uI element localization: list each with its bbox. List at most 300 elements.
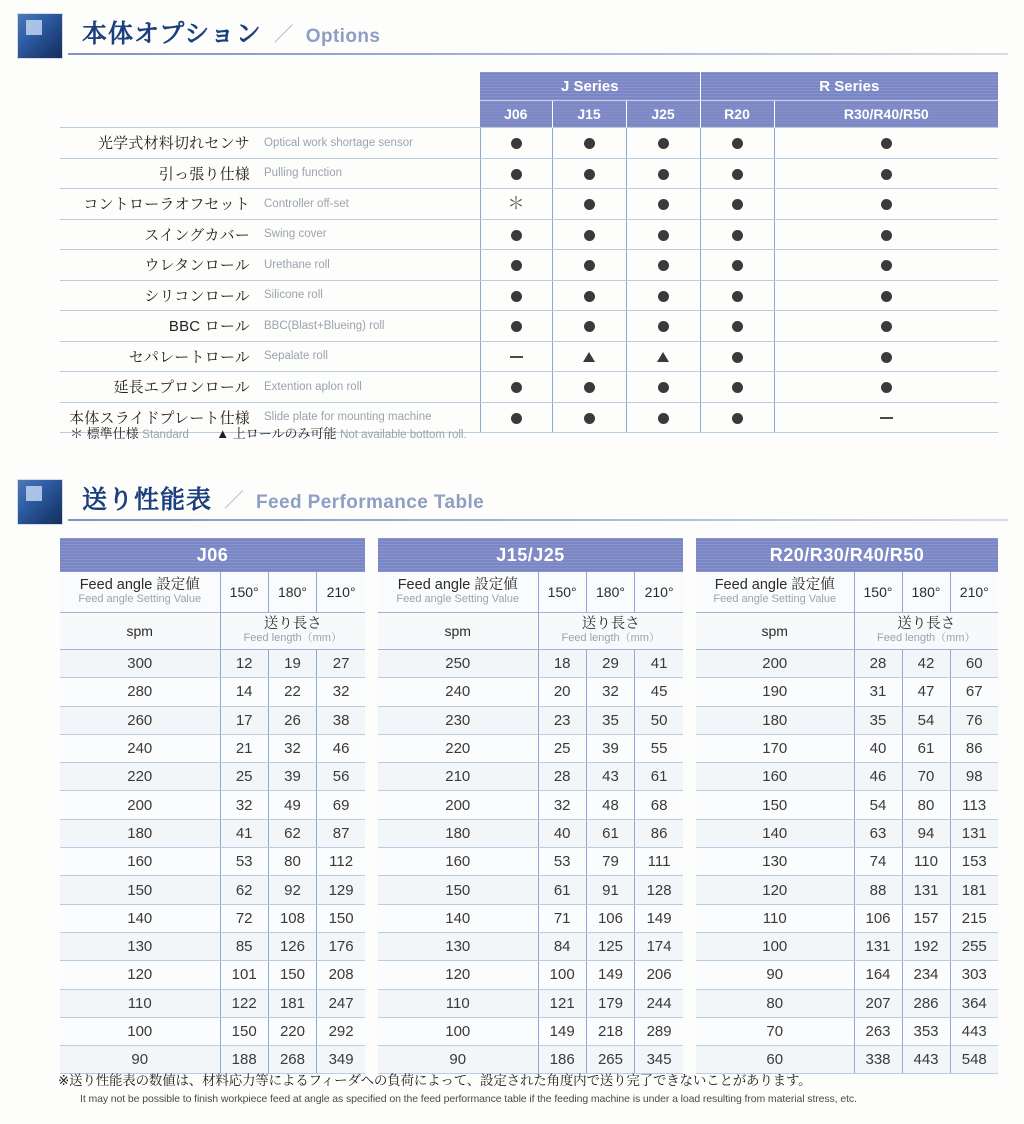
feed-length-value: 153 — [950, 848, 998, 876]
feed-length-value: 20 — [538, 678, 586, 706]
spm-value: 130 — [60, 932, 220, 960]
option-mark-cell — [480, 189, 552, 220]
mark-circle-icon — [881, 291, 892, 302]
option-mark-cell — [626, 158, 700, 189]
feed-length-value: 443 — [902, 1046, 950, 1074]
mark-circle-icon — [584, 382, 595, 393]
feed-length-value: 101 — [220, 961, 268, 989]
feed-subheader-row — [60, 613, 365, 650]
feed-length-value: 61 — [586, 819, 634, 847]
option-mark-cell — [480, 158, 552, 189]
feed-length-value: 181 — [950, 876, 998, 904]
feed-length-value: 338 — [854, 1046, 902, 1074]
spm-value: 100 — [378, 1017, 538, 1045]
spm-value: 120 — [378, 961, 538, 989]
mark-circle-icon — [511, 230, 522, 241]
option-mark-cell — [552, 341, 626, 372]
option-mark-cell — [552, 311, 626, 342]
option-label-ja-text: ウレタンロール — [144, 257, 250, 275]
feed-length-value: 46 — [854, 763, 902, 791]
option-mark-cell — [626, 402, 700, 433]
feed-length-value: 26 — [268, 706, 316, 734]
mark-circle-icon — [881, 230, 892, 241]
spm-value: 140 — [378, 904, 538, 932]
table-row — [378, 819, 683, 847]
spm-value: 120 — [60, 961, 220, 989]
spm-value: 70 — [696, 1017, 854, 1045]
table-row — [696, 876, 998, 904]
mark-circle-icon — [584, 230, 595, 241]
mark-circle-icon — [881, 169, 892, 180]
feed-angle-label-en: Feed angle Setting Value — [78, 592, 202, 605]
feed-length-value: 292 — [317, 1017, 365, 1045]
table-row — [696, 989, 998, 1017]
spm-column-header: spm — [60, 613, 220, 650]
options-table-head — [60, 72, 998, 128]
table-row — [60, 311, 998, 342]
option-mark-cell — [700, 341, 774, 372]
feed-length-value: 125 — [586, 932, 634, 960]
feed-length-value: 31 — [854, 678, 902, 706]
spm-value: 200 — [378, 791, 538, 819]
option-mark-cell — [626, 372, 700, 403]
mark-circle-icon — [732, 291, 743, 302]
options-legend — [70, 423, 467, 442]
table-row — [378, 791, 683, 819]
option-mark-cell — [480, 372, 552, 403]
table-row — [378, 904, 683, 932]
option-mark-cell — [626, 189, 700, 220]
feed-length-value: 32 — [586, 678, 634, 706]
feed-length-value: 67 — [950, 678, 998, 706]
feed-performance-table-3 — [696, 538, 998, 1074]
feed-table-title: R20/R30/R40/R50 — [696, 538, 998, 572]
feed-table-title-row — [696, 538, 998, 572]
option-label-ja-text: 光学式材料切れセンサ — [97, 135, 250, 153]
feed-subheader-row — [378, 613, 683, 650]
spm-value: 160 — [696, 763, 854, 791]
feed-table-title: J06 — [60, 538, 365, 572]
option-label-ja-text: 本体スライドプレート仕様 — [69, 409, 250, 427]
table-row — [696, 706, 998, 734]
table-row — [60, 341, 998, 372]
option-mark-cell — [480, 219, 552, 250]
feed-length-value: 157 — [902, 904, 950, 932]
mark-circle-icon — [732, 321, 743, 332]
option-mark-cell — [774, 311, 998, 342]
feed-length-header — [220, 613, 365, 650]
option-label-en: Sepalate roll — [258, 341, 480, 372]
feed-length-value: 21 — [220, 734, 268, 762]
feed-length-value: 176 — [317, 932, 365, 960]
option-mark-cell — [626, 250, 700, 281]
option-mark-cell — [700, 250, 774, 281]
table-row — [60, 876, 365, 904]
blue-gradient-square-icon — [18, 480, 62, 524]
feed-length-value: 23 — [538, 706, 586, 734]
group-header-r-series: R Series — [700, 72, 998, 101]
feed-length-value: 128 — [635, 876, 683, 904]
feed-length-value: 548 — [950, 1046, 998, 1074]
table-row — [696, 848, 998, 876]
page-title-en: Feed Performance Table — [256, 492, 485, 513]
page-title-ja: 本体オプション — [82, 20, 262, 48]
spm-value: 130 — [696, 848, 854, 876]
feed-length-value: 263 — [854, 1017, 902, 1045]
table-row — [60, 678, 365, 706]
mark-circle-icon — [511, 138, 522, 149]
option-label-en: Slide plate for mounting machine — [258, 402, 480, 433]
feed-length-value: 112 — [317, 848, 365, 876]
table-row — [60, 961, 365, 989]
spm-value: 150 — [60, 876, 220, 904]
table-row — [60, 819, 365, 847]
feed-length-value: 286 — [902, 989, 950, 1017]
spm-value: 220 — [60, 763, 220, 791]
legend-triangle-symbol: ▲ — [216, 426, 230, 441]
feed-length-value: 149 — [538, 1017, 586, 1045]
table-row — [60, 763, 365, 791]
feed-angle-label — [60, 572, 220, 613]
option-mark-cell — [626, 280, 700, 311]
mark-circle-icon — [511, 413, 522, 424]
spm-value: 210 — [378, 763, 538, 791]
option-label-ja — [60, 311, 258, 342]
mark-dash-icon — [880, 417, 893, 419]
feed-length-value: 12 — [220, 650, 268, 678]
table-row — [378, 932, 683, 960]
mark-circle-icon — [584, 169, 595, 180]
mark-circle-icon — [732, 382, 743, 393]
feed-length-value: 53 — [220, 848, 268, 876]
feed-angle-value-1: 150° — [220, 572, 268, 613]
feed-length-value: 62 — [220, 876, 268, 904]
feed-length-value: 92 — [268, 876, 316, 904]
table-row — [60, 158, 998, 189]
table-row — [60, 280, 998, 311]
spm-value: 90 — [60, 1046, 220, 1074]
option-mark-cell — [700, 128, 774, 159]
feed-length-value: 32 — [317, 678, 365, 706]
mark-circle-icon — [584, 199, 595, 210]
mark-circle-icon — [881, 382, 892, 393]
feed-length-value: 49 — [268, 791, 316, 819]
feed-length-value: 110 — [902, 848, 950, 876]
option-mark-cell — [774, 341, 998, 372]
option-mark-cell — [626, 128, 700, 159]
feed-angle-value-1: 150° — [854, 572, 902, 613]
page-title-ja: 送り性能表 — [82, 486, 213, 514]
feed-length-value: 25 — [220, 763, 268, 791]
mark-circle-icon — [658, 413, 669, 424]
option-label-ja-text: セパレートロール — [128, 348, 250, 366]
legend-triangle-ja: 上ロールのみ可能 — [232, 426, 337, 441]
feed-length-value: 188 — [220, 1046, 268, 1074]
option-mark-cell — [480, 402, 552, 433]
feed-length-value: 61 — [902, 734, 950, 762]
footnote-ja: ※送り性能表の数値は、材料応力等によるフィーダへの負荷によって、設定された角度内で送り完了できないことがあります。 — [58, 1073, 812, 1088]
mark-circle-icon — [732, 352, 743, 363]
feed-length-value: 17 — [220, 706, 268, 734]
table-row — [696, 961, 998, 989]
feed-length-value: 149 — [586, 961, 634, 989]
feed-length-value: 94 — [902, 819, 950, 847]
option-mark-cell — [774, 280, 998, 311]
table-row — [60, 706, 365, 734]
feed-length-value: 38 — [317, 706, 365, 734]
mark-triangle-icon — [657, 352, 669, 362]
table-row — [696, 650, 998, 678]
option-mark-cell — [774, 158, 998, 189]
feed-length-value: 113 — [950, 791, 998, 819]
spm-value: 110 — [60, 989, 220, 1017]
section-rule — [68, 53, 1008, 55]
feed-length-value: 100 — [538, 961, 586, 989]
table-row — [378, 734, 683, 762]
feed-length-value: 255 — [950, 932, 998, 960]
mark-circle-icon — [584, 138, 595, 149]
mark-circle-icon — [511, 291, 522, 302]
option-mark-cell — [774, 250, 998, 281]
feed-length-header-ja: 送り長さ — [581, 616, 640, 633]
option-mark-cell — [552, 219, 626, 250]
feed-length-value: 364 — [950, 989, 998, 1017]
feed-length-value: 74 — [854, 848, 902, 876]
option-label-ja-text: BBC ロール — [168, 318, 250, 336]
feed-length-value: 218 — [586, 1017, 634, 1045]
option-label-en: Controller off-set — [258, 189, 480, 220]
spm-value: 240 — [378, 678, 538, 706]
table-row — [696, 932, 998, 960]
feed-length-value: 174 — [635, 932, 683, 960]
section-title-group — [82, 14, 380, 54]
table-row — [60, 989, 365, 1017]
spm-value: 110 — [378, 989, 538, 1017]
feed-length-value: 244 — [635, 989, 683, 1017]
footnote-en: It may not be possible to finish workpiece feed at angle as specified on the feed performance table if the feeding machine is under a load resulting from material stress, etc. — [80, 1093, 857, 1105]
feed-length-value: 72 — [220, 904, 268, 932]
feed-length-value: 88 — [854, 876, 902, 904]
option-mark-cell — [552, 128, 626, 159]
option-mark-cell — [480, 311, 552, 342]
feed-length-value: 62 — [268, 819, 316, 847]
table-row — [378, 678, 683, 706]
spm-value: 120 — [696, 876, 854, 904]
feed-performance-table-1 — [60, 538, 365, 1074]
option-mark-cell — [552, 189, 626, 220]
table-row — [60, 650, 365, 678]
feed-length-value: 28 — [538, 763, 586, 791]
feed-angle-value-3: 210° — [635, 572, 683, 613]
mark-circle-icon — [732, 169, 743, 180]
option-label-en: Optical work shortage sensor — [258, 128, 480, 159]
feed-length-value: 53 — [538, 848, 586, 876]
feed-length-value: 84 — [538, 932, 586, 960]
mark-circle-icon — [511, 321, 522, 332]
feed-angle-label-ja: Feed angle 設定値 — [714, 577, 835, 594]
mark-dash-icon — [510, 356, 523, 358]
option-mark-cell — [700, 219, 774, 250]
feed-length-value: 265 — [586, 1046, 634, 1074]
option-mark-cell — [700, 372, 774, 403]
option-mark-cell — [480, 341, 552, 372]
table-row — [696, 678, 998, 706]
mark-circle-icon — [881, 138, 892, 149]
mark-circle-icon — [584, 291, 595, 302]
feed-length-value: 111 — [635, 848, 683, 876]
feed-length-value: 186 — [538, 1046, 586, 1074]
feed-angle-value-3: 210° — [950, 572, 998, 613]
spm-value: 200 — [696, 650, 854, 678]
feed-length-value: 91 — [586, 876, 634, 904]
option-mark-cell — [552, 372, 626, 403]
mark-circle-icon — [881, 199, 892, 210]
option-label-en: Silicone roll — [258, 280, 480, 311]
feed-angle-value-2: 180° — [586, 572, 634, 613]
spm-value: 280 — [60, 678, 220, 706]
spm-value: 160 — [60, 848, 220, 876]
feed-length-value: 47 — [902, 678, 950, 706]
feed-length-value: 40 — [538, 819, 586, 847]
title-separator: ／ — [224, 490, 245, 512]
feed-length-value: 39 — [268, 763, 316, 791]
option-mark-cell — [774, 402, 998, 433]
feed-length-value: 108 — [268, 904, 316, 932]
table-row — [60, 791, 365, 819]
option-mark-cell — [774, 189, 998, 220]
feed-length-value: 150 — [317, 904, 365, 932]
legend-star-ja: 標準仕様 — [86, 426, 139, 441]
feed-length-value: 29 — [586, 650, 634, 678]
table-row — [60, 189, 998, 220]
model-header-j06: J06 — [480, 101, 552, 128]
spm-value: 230 — [378, 706, 538, 734]
feed-angle-label-en: Feed angle Setting Value — [713, 592, 837, 605]
feed-length-value: 28 — [854, 650, 902, 678]
option-mark-cell — [626, 311, 700, 342]
table-row — [60, 734, 365, 762]
table-row — [60, 904, 365, 932]
table-row — [696, 763, 998, 791]
mark-circle-icon — [511, 169, 522, 180]
feed-angle-value-1: 150° — [538, 572, 586, 613]
mark-circle-icon — [658, 138, 669, 149]
option-label-en: Swing cover — [258, 219, 480, 250]
table-row — [60, 219, 998, 250]
mark-circle-icon — [658, 260, 669, 271]
table-row — [60, 250, 998, 281]
section-heading-options — [0, 0, 1024, 56]
feed-length-value: 164 — [854, 961, 902, 989]
mark-circle-icon — [658, 321, 669, 332]
option-label-en: BBC(Blast+Blueing) roll — [258, 311, 480, 342]
mark-circle-icon — [511, 382, 522, 393]
spm-value: 80 — [696, 989, 854, 1017]
spm-value: 250 — [378, 650, 538, 678]
option-mark-cell — [480, 128, 552, 159]
spm-value: 240 — [60, 734, 220, 762]
feed-length-value: 40 — [854, 734, 902, 762]
feed-length-value: 61 — [538, 876, 586, 904]
feed-angle-header-row — [378, 572, 683, 613]
spm-value: 110 — [696, 904, 854, 932]
feed-length-value: 41 — [635, 650, 683, 678]
feed-length-value: 129 — [317, 876, 365, 904]
spm-value: 180 — [60, 819, 220, 847]
feed-length-value: 234 — [902, 961, 950, 989]
feed-length-value: 80 — [902, 791, 950, 819]
spm-column-header: spm — [696, 613, 854, 650]
table-row — [378, 1017, 683, 1045]
feed-length-value: 179 — [586, 989, 634, 1017]
feed-length-value: 39 — [586, 734, 634, 762]
table-row — [696, 734, 998, 762]
feed-length-value: 76 — [950, 706, 998, 734]
table-row — [60, 1017, 365, 1045]
feed-length-value: 247 — [317, 989, 365, 1017]
legend-triangle-en: Not available bottom roll. — [340, 429, 467, 441]
spm-value: 200 — [60, 791, 220, 819]
option-label-ja — [60, 158, 258, 189]
mark-circle-icon — [732, 138, 743, 149]
spm-value: 140 — [60, 904, 220, 932]
feed-length-header-en: Feed length（mm） — [243, 631, 342, 644]
table-row — [696, 819, 998, 847]
option-label-ja — [60, 189, 258, 220]
spm-value: 180 — [696, 706, 854, 734]
feed-length-value: 61 — [635, 763, 683, 791]
mark-circle-icon — [658, 169, 669, 180]
option-label-en: Urethane roll — [258, 250, 480, 281]
model-header-r30-r40-r50: R30/R40/R50 — [774, 101, 998, 128]
feed-length-value: 289 — [635, 1017, 683, 1045]
feed-length-header — [854, 613, 998, 650]
option-mark-cell — [700, 189, 774, 220]
icon-glint — [26, 486, 42, 501]
title-separator: ／ — [273, 24, 294, 46]
table-row — [378, 876, 683, 904]
option-label-en: Pulling function — [258, 158, 480, 189]
feed-angle-label-en: Feed angle Setting Value — [396, 592, 520, 605]
options-table-body — [60, 128, 998, 433]
feed-table-title: J15/J25 — [378, 538, 683, 572]
table-row — [378, 961, 683, 989]
model-header-r20: R20 — [700, 101, 774, 128]
options-group-header-row — [60, 72, 998, 101]
feed-angle-label — [696, 572, 854, 613]
table-row — [378, 989, 683, 1017]
feed-length-value: 48 — [586, 791, 634, 819]
option-mark-cell — [552, 402, 626, 433]
spm-value: 220 — [378, 734, 538, 762]
option-label-ja-text: スイングカバー — [144, 226, 250, 244]
mark-circle-icon — [881, 260, 892, 271]
feed-length-value: 215 — [950, 904, 998, 932]
spm-value: 160 — [378, 848, 538, 876]
model-header-j15: J15 — [552, 101, 626, 128]
feed-table-title-row — [378, 538, 683, 572]
option-label-ja — [60, 372, 258, 403]
option-label-ja — [60, 280, 258, 311]
feed-length-value: 122 — [220, 989, 268, 1017]
spm-value: 130 — [378, 932, 538, 960]
feed-length-value: 345 — [635, 1046, 683, 1074]
feed-length-value: 353 — [902, 1017, 950, 1045]
feed-length-value: 22 — [268, 678, 316, 706]
mark-circle-icon — [732, 199, 743, 210]
feed-table-title-row — [60, 538, 365, 572]
legend-star-en: Standard — [142, 429, 189, 441]
